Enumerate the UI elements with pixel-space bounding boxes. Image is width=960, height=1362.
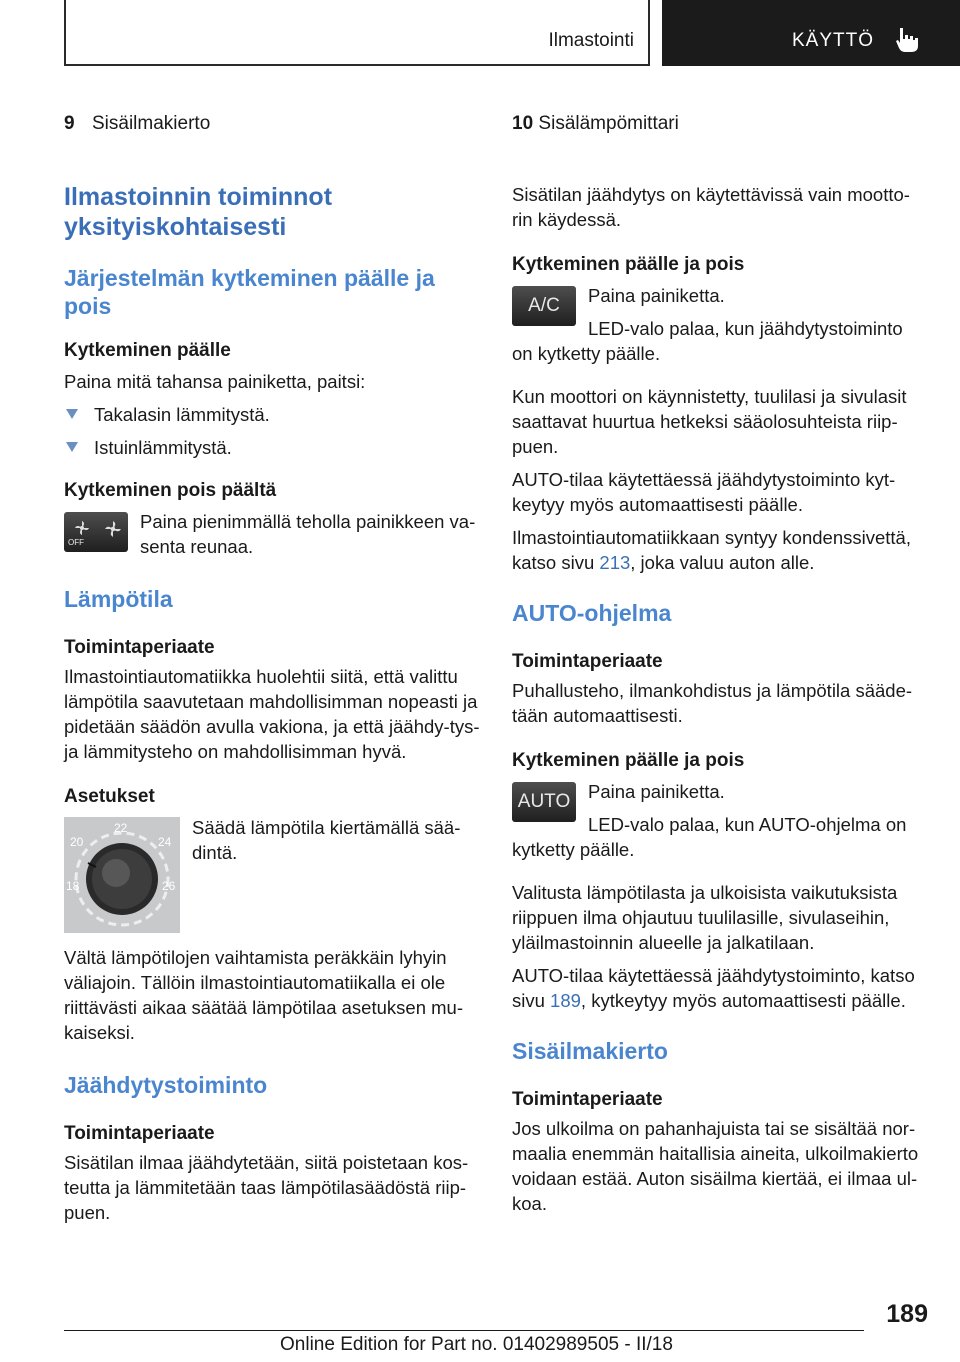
triangle-bullet-icon	[66, 409, 78, 419]
bullet-text: Istuinlämmitystä.	[94, 437, 232, 458]
section-title: Ilmastoinnin toiminnot yksityiskohtaisesti	[64, 183, 333, 241]
auto-led-text: LED-valo palaa, kun AUTO-ohjelma on kytketty päälle.	[512, 814, 907, 860]
cooling-heading: Jäähdytystoiminto	[64, 1072, 268, 1098]
auto-button-image: AUTO	[512, 782, 576, 822]
switch-on-text: Paina mitä tahansa painiketta, paitsi:	[64, 371, 366, 392]
right-column	[512, 112, 928, 1216]
legend-number: 9	[64, 113, 75, 134]
auto-cool-text: AUTO-tilaa käytettäessä jäähdytystoiminto kyt-keytyy myös automaattisesti päälle.	[512, 469, 896, 515]
cooling-principle-text: Sisätilan ilmaa jäähdytetään, siitä poistetaan kos-teutta ja lämmitetään taas lämpötilasäädöstä riip-puen.	[64, 1152, 469, 1223]
auto-principle-heading: Toimintaperiaate	[512, 651, 663, 672]
switch-off-heading: Kytkeminen pois päältä	[64, 480, 277, 501]
fan-small-icon	[74, 520, 90, 536]
pointing-hand-icon	[894, 26, 920, 54]
legend-number: 10	[512, 113, 534, 134]
ac-led-text: LED-valo palaa, kun jäähdytystoiminto on kytketty päälle.	[512, 318, 903, 364]
header-chapter-tab	[662, 0, 960, 66]
recirculation-principle-heading: Toimintaperiaate	[512, 1089, 663, 1110]
fan-large-icon	[104, 520, 122, 538]
condensation-text-pre: Ilmastointiautomatiikkaan syntyy kondenssivettä, katso sivu	[512, 527, 911, 573]
legend-item-10	[512, 112, 928, 136]
ac-button-image: A/C	[512, 286, 576, 326]
recirculation-principle-text: Jos ulkoilma on pahanhajuista tai se sisältää nor-maalia enemmän haitallisia aineita, ulkoilmakierto voidaan estää. Auton sisäilma kiertää, ei ilmaa ul-koa.	[512, 1118, 919, 1214]
settings-block	[64, 813, 480, 933]
auto-principle-text: Puhallusteho, ilmankohdistus ja lämpötila sääde-tään automaattisesti.	[512, 680, 913, 726]
header-chapter-title: KÄYTTÖ	[792, 30, 875, 51]
footer-edition: Online Edition for Part no. 01402989505 - II/18	[280, 1334, 673, 1355]
auto-mode-text-post: , kytkeytyy myös automaattisesti päälle.	[580, 990, 906, 1011]
settings-text: Säädä lämpötila kiertämällä sää-dintä.	[192, 817, 461, 863]
auto-mode-text	[512, 963, 928, 1013]
dial-label: 26	[162, 879, 176, 893]
switch-off-text: Paina pienimmällä teholla painikkeen va-senta reunaa.	[140, 511, 476, 557]
dial-label: 24	[158, 835, 172, 849]
left-column	[64, 112, 480, 1225]
cooling-note: Sisätilan jäähdytys on käytettävissä vain mootto-rin käydessä.	[512, 184, 910, 230]
auto-onoff-heading: Kytkeminen päälle ja pois	[512, 750, 745, 771]
off-label: OFF	[68, 538, 84, 547]
auto-mode-text-pre: AUTO-tilaa käytettäessä jäähdytystoiminto, katso sivu	[512, 965, 915, 1011]
ac-block	[512, 283, 928, 366]
settings-heading: Asetukset	[64, 786, 155, 807]
cooling-principle-heading: Toimintaperiaate	[64, 1123, 215, 1144]
dial-label: 20	[70, 835, 84, 849]
auto-block	[512, 779, 928, 862]
fog-text: Kun moottori on käynnistetty, tuulilasi ja sivulasit saattavat huurtua hetkeksi sääolosuhteista riip-puen.	[512, 386, 907, 457]
legend-label: Sisäilmakierto	[92, 113, 211, 134]
page-link-213[interactable]: 213	[599, 552, 631, 573]
dial-label: 18	[66, 879, 80, 893]
legend-item-9	[64, 112, 480, 136]
footer-divider	[64, 1330, 864, 1331]
avoid-text: Vältä lämpötilojen vaihtamista peräkkäin lyhyin väliajoin. Tällöin ilmastointiautomatiikalla ei ole riittävästi aikaa säätää lämpötilaa asetuksen mu-kaiseksi.	[64, 947, 463, 1043]
ac-onoff-heading: Kytkeminen päälle ja pois	[512, 254, 745, 275]
switch-off-block	[64, 509, 480, 559]
auto-distribution-text: Valitusta lämpötilasta ja ulkoisista vaikutuksista riippuen ilma ohjautuu tuulilasille, sivulaseihin, yläilmastoinnin alueelle ja jalkatilaan.	[512, 882, 898, 953]
off-fan-button-image	[64, 512, 128, 552]
temperature-heading: Lämpötila	[64, 586, 173, 612]
temperature-principle-text: Ilmastointiautomatiikka huolehtii siitä, että valittu lämpötila saavutetaan mahdollisimman nopeasti ja pidetään säädön avulla vakiona, ja että jäähdy-tys- ja lämmitysteho on mahdollisimman hyvä.	[64, 666, 480, 762]
recirculation-heading: Sisäilmakierto	[512, 1038, 668, 1064]
bullet-item	[64, 402, 480, 427]
header-section-title: Ilmastointi	[548, 30, 634, 51]
auto-program-heading: AUTO-ohjelma	[512, 600, 672, 626]
condensation-text	[512, 525, 928, 575]
temperature-dial-image	[64, 817, 180, 933]
switch-on-heading: Kytkeminen päälle	[64, 340, 231, 361]
legend-label: Sisälämpömittari	[538, 113, 679, 134]
ac-press-text: Paina painiketta.	[588, 285, 725, 306]
bullet-item	[64, 435, 480, 460]
temperature-principle-heading: Toimintaperiaate	[64, 637, 215, 658]
condensation-text-post: , joka valuu auton alle.	[630, 552, 815, 573]
header-section-box	[64, 0, 650, 66]
triangle-bullet-icon	[66, 442, 78, 452]
page-number: 189	[886, 1300, 928, 1328]
system-onoff-heading: Järjestelmän kytkeminen päälle ja pois	[64, 265, 435, 319]
auto-press-text: Paina painiketta.	[588, 781, 725, 802]
dial-label: 22	[114, 821, 128, 835]
page-link-189[interactable]: 189	[550, 990, 581, 1011]
bullet-text: Takalasin lämmitystä.	[94, 404, 270, 425]
